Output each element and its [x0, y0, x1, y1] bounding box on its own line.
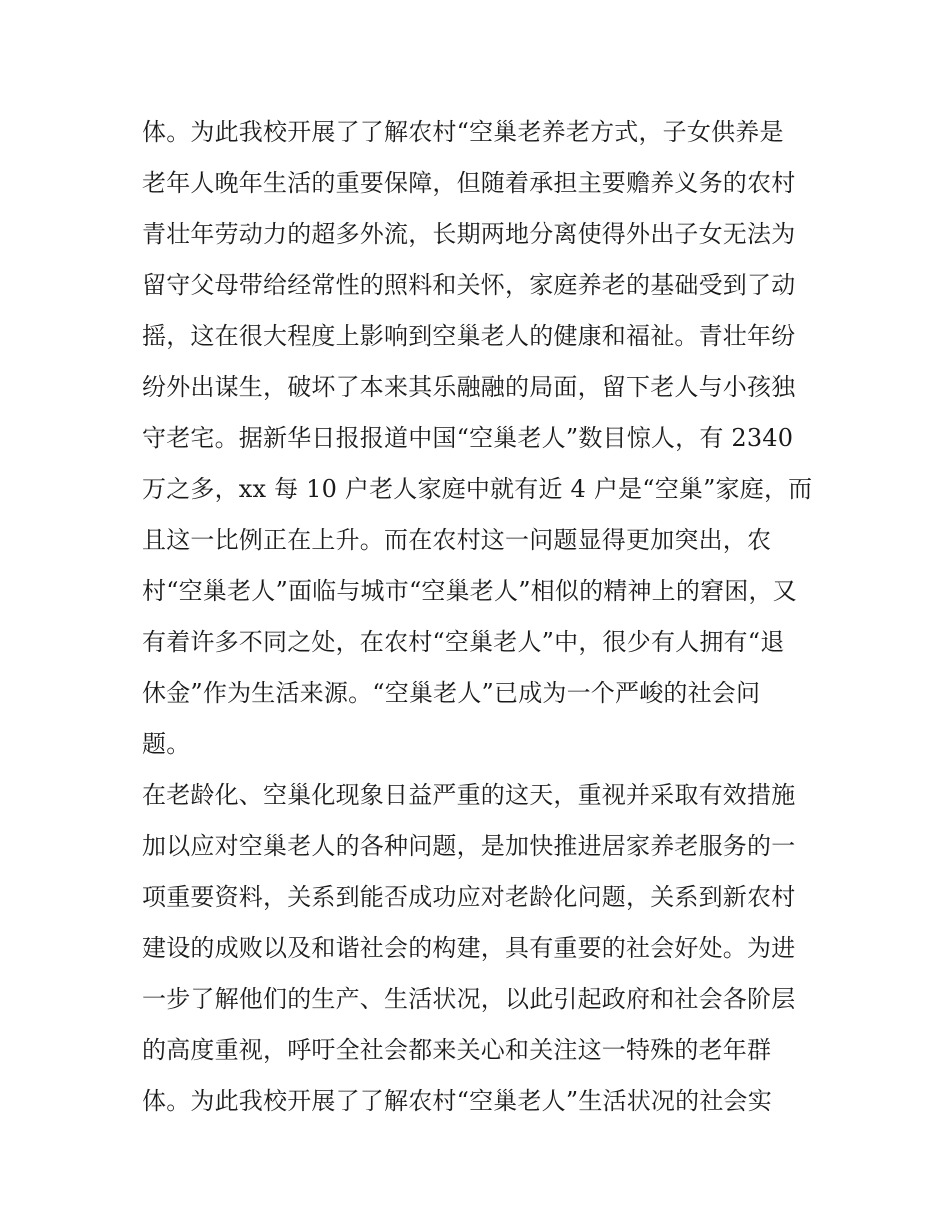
text-line-12: 休金”作为生活来源。“空巢老人”已成为一个严峻的社会问 — [142, 679, 761, 707]
text-line-3: 青壮年劳动力的超多外流，长期两地分离使得外出子女无法为 — [142, 220, 796, 248]
text-line-16: 项重要资料，关系到能否成功应对老龄化问题，关系到新农村 — [142, 883, 796, 911]
text-line-15: 加以应对空巢老人的各种问题，是加快推进居家养老服务的一 — [142, 832, 796, 860]
text-line-17: 建设的成败以及和谐社会的构建，具有重要的社会好处。为进 — [142, 934, 796, 962]
text-line-20: 体。为此我校开展了了解农村“空巢老人”生活状况的社会实 — [142, 1087, 772, 1115]
text-line-10: 村“空巢老人”面临与城市“空巢老人”相似的精神上的窘困，又 — [142, 577, 797, 605]
text-line-8: 万之多，xx 每 10 户老人家庭中就有近 4 户是“空巢”家庭，而 — [142, 475, 813, 503]
text-line-13: 题。 — [142, 730, 191, 758]
text-line-14: 在老龄化、空巢化现象日益严重的这天，重视并采取有效措施 — [142, 781, 796, 809]
text-line-18: 一步了解他们的生产、生活状况，以此引起政府和社会各阶层 — [142, 985, 796, 1013]
document-body — [142, 107, 822, 1127]
text-line-6: 纷外出谋生，破坏了本来其乐融融的局面，留下老人与小孩独 — [142, 373, 796, 401]
text-line-4: 留守父母带给经常性的照料和关怀，家庭养老的基础受到了动 — [142, 271, 796, 299]
text-line-19: 的高度重视，呼吁全社会都来关心和关注这一特殊的老年群 — [142, 1036, 772, 1064]
text-line-1: 体。为此我校开展了了解农村“空巢老养老方式，子女供养是 — [142, 118, 784, 146]
text-line-9: 且这一比例正在上升。而在农村这一问题显得更加突出，农 — [142, 526, 772, 554]
text-line-7: 守老宅。据新华日报报道中国“空巢老人”数目惊人，有 2340 — [142, 424, 794, 452]
text-line-11: 有着许多不同之处，在农村“空巢老人”中，很少有人拥有“退 — [142, 628, 785, 656]
text-line-5: 摇，这在很大程度上影响到空巢老人的健康和福祉。青壮年纷 — [142, 322, 796, 350]
text-line-2: 老年人晚年生活的重要保障，但随着承担主要赡养义务的农村 — [142, 169, 796, 197]
